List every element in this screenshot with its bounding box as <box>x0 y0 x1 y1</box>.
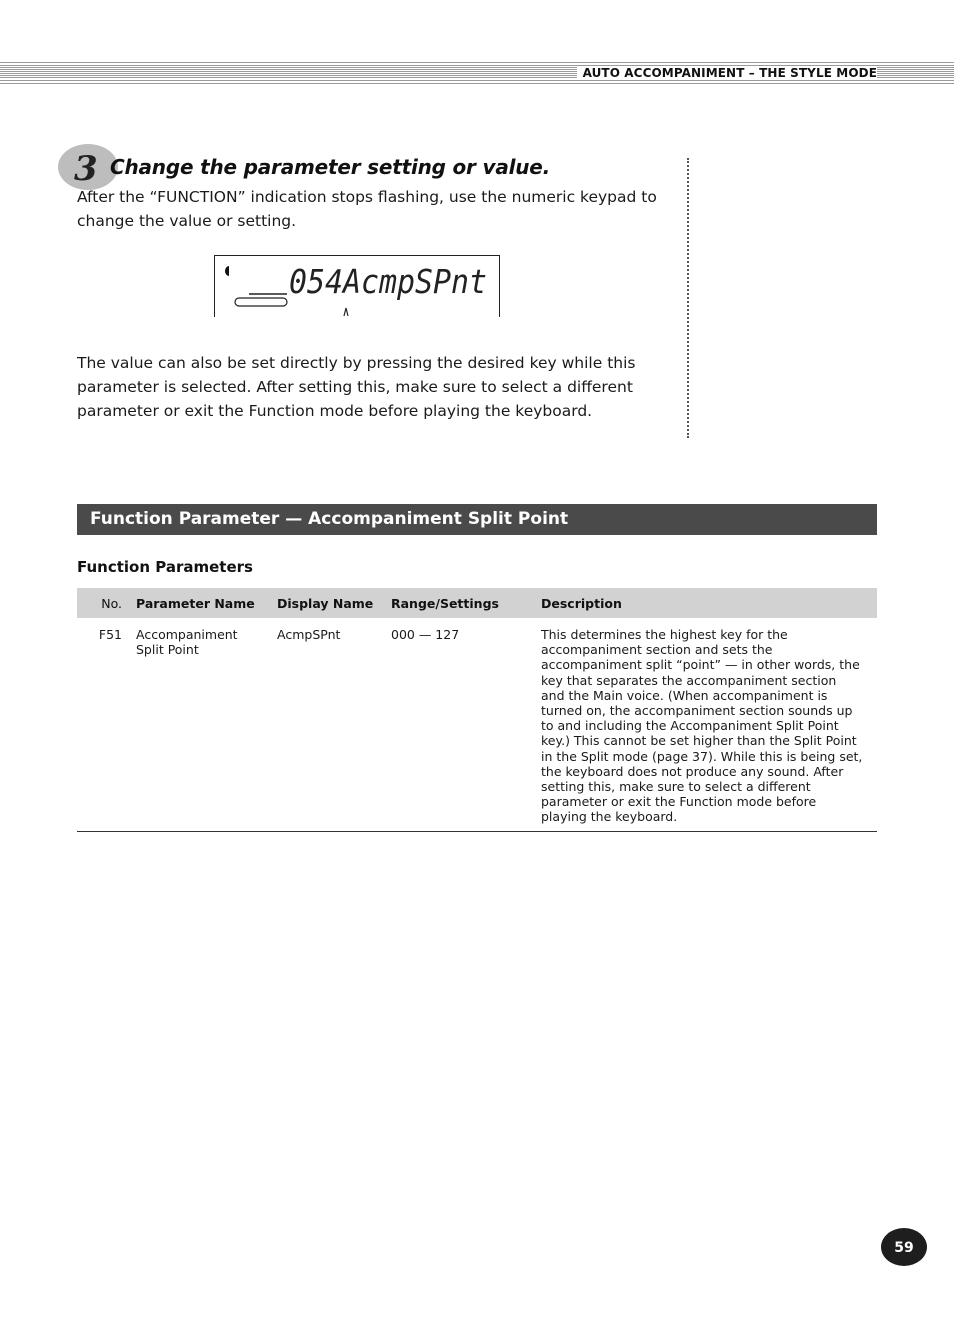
page-number-badge: 59 <box>881 1228 927 1266</box>
cell-description: This determines the highest key for the accompaniment section and sets the accompaniment split “point” — in other words, the key that separates the accompaniment section and the Main voice. (When accompaniment is turned on, the accompaniment section sounds up to and including the Accompaniment Split Point key.) This cannot be set higher than the Split Point in the Split mode (page 37). While this is being set, the keyboard does not produce any sound. After setting this, make sure to select a different parameter or exit the Function mode before playing the keyboard. <box>541 618 877 831</box>
cell-display-name: AcmpSPnt <box>277 618 391 831</box>
step-instruction: After the “FUNCTION” indication stops flashing, use the numeric keypad to change the value or setting. <box>77 188 657 230</box>
section-heading-bar: Function Parameter — Accompaniment Split Point <box>77 504 877 535</box>
note-paragraph: The value can also be set directly by pressing the desired key while this parameter is selected. After setting this, make sure to select a different parameter or exit the Function mode before playing the keyboard. <box>77 354 636 420</box>
section-title: AUTO ACCOMPANIMENT – THE STYLE MODE <box>577 66 877 80</box>
cell-range: 000 — 127 <box>391 618 541 831</box>
header-parameter-name: Parameter Name <box>136 588 277 618</box>
lcd-indicator-icon <box>225 266 229 276</box>
table-subheading: Function Parameters <box>77 558 253 576</box>
header-description: Description <box>541 588 877 618</box>
cell-parameter-name: Accompaniment Split Point <box>136 618 277 831</box>
margin-divider <box>687 158 689 438</box>
function-parameters-table <box>77 588 877 832</box>
header-no: No. <box>77 588 136 618</box>
header-display-name: Display Name <box>277 588 391 618</box>
table-header-row <box>77 588 877 618</box>
lcd-pointer-icon <box>344 308 348 316</box>
cell-no: F51 <box>77 618 136 831</box>
step-heading: Change the parameter setting or value. <box>110 155 551 179</box>
lcd-bar-segment <box>235 298 287 306</box>
lcd-text: 054AcmpSPnt <box>289 262 487 301</box>
lcd-display <box>214 255 500 317</box>
table-row <box>77 618 877 831</box>
step-number: 3 <box>74 149 98 189</box>
header-range-settings: Range/Settings <box>391 588 541 618</box>
